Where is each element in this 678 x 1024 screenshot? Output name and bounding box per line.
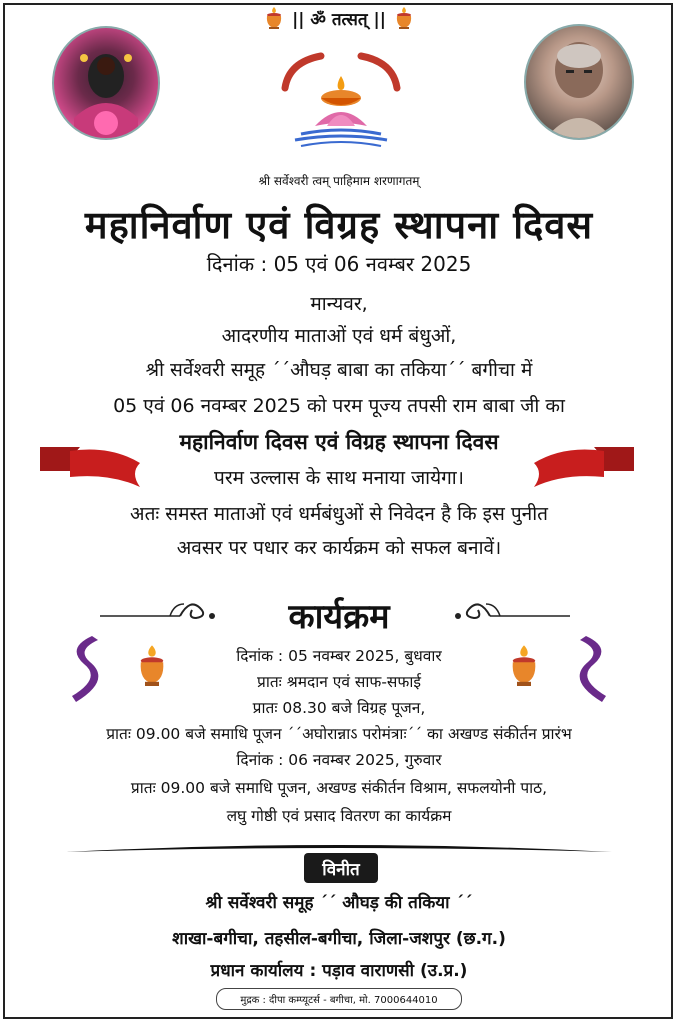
program-item: प्रातः 08.30 बजे विग्रह पूजन,	[252, 699, 426, 717]
program-item: प्रातः श्रमदान एवं साफ-सफाई	[257, 673, 421, 691]
baba-portrait-photo	[524, 24, 634, 140]
red-ribbon-left	[40, 443, 140, 489]
program-item: लघु गोष्ठी एवं प्रसाद वितरण का कार्यक्रम	[226, 807, 452, 825]
footer-branch: शाखा-बगीचा, तहसील-बगीचा, जिला-जशपुर (छ.ग.)	[172, 929, 506, 949]
footer-head-office: प्रधान कार्यालय : पड़ाव वाराणसी (उ.प्र.)	[210, 961, 468, 981]
om-tatsat-text: || ॐ तत्सत् ||	[292, 9, 386, 30]
invitation-line: आदरणीय माताओं एवं धर्म बंधुओं,	[221, 325, 457, 347]
invitation-line: परम उल्लास के साथ मनाया जायेगा।	[214, 467, 464, 489]
program-date-1: दिनांक : 05 नवम्बर 2025, बुधवार	[236, 647, 442, 665]
printer-credit: मुद्रक : दीपा कम्प्यूटर्स - बगीचा, मो. 7000644010	[216, 988, 462, 1010]
event-date: दिनांक : 05 एवं 06 नवम्बर 2025	[206, 252, 472, 276]
footer-organization: श्री सर्वेश्वरी समूह ´´ औघड़ की तकिया ´´	[205, 893, 473, 913]
tagline: श्री सर्वेश्वरी त्वम् पाहिमाम शरणागतम्	[258, 174, 420, 188]
invitation-line: 05 एवं 06 नवम्बर 2025 को परम पूज्य तपसी राम बाबा जी का	[113, 395, 565, 417]
invitation-line: अतः समस्त माताओं एवं धर्मबंधुओं से निवेदन है कि इस पुनीत	[130, 503, 548, 525]
kalash-icon	[264, 6, 284, 30]
salutation: मान्यवर,	[310, 293, 368, 315]
kalash-icon	[394, 6, 414, 30]
program-item: प्रातः 09.00 बजे समाधि पूजन, अखण्ड संकीर्तन विश्राम, सफलयोनी पाठ,	[130, 779, 548, 797]
deity-photo	[52, 26, 160, 140]
sarveshwari-samooh-logo	[281, 48, 401, 148]
highlight-occasion: महानिर्वाण दिवस एवं विग्रह स्थापना दिवस	[179, 430, 499, 454]
invitation-line: श्री सर्वेश्वरी समूह ´´औघड़ बाबा का तकिया´´ बगीचा में	[145, 359, 533, 381]
program-date-2: दिनांक : 06 नवम्बर 2025, गुरुवार	[236, 751, 442, 769]
program-title: कार्यक्रम	[288, 597, 390, 637]
red-ribbon-right	[534, 443, 634, 489]
program-item: प्रातः 09.00 बजे समाधि पूजन ´´अघोरान्नाऽ परोमंत्राः´´ का अखण्ड संकीर्तन प्रारंभ	[106, 725, 572, 743]
main-title: महानिर्वाण एवं विग्रह स्थापना दिवस	[84, 203, 594, 247]
vinit-badge: विनीत	[304, 853, 378, 883]
invitation-line: अवसर पर पधार कर कार्यक्रम को सफल बनावें।	[176, 537, 502, 559]
